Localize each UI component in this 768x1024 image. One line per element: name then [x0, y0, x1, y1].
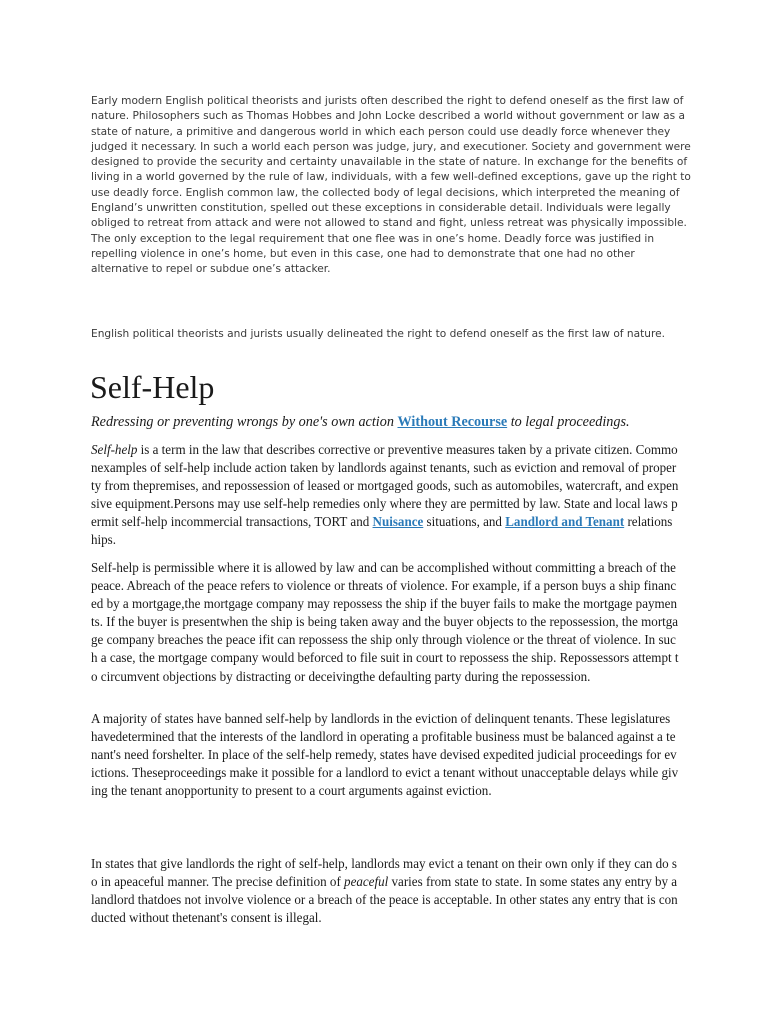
- term-self-help: Self-help: [91, 442, 138, 457]
- body-paragraph-peaceful-manner: [91, 855, 679, 927]
- definition-text-a: is a term in the law that describes corrective or preventive measures taken by a private citizen. Commonexamples of self-help include action taken by landlords against tenants, such as eviction and removal of property from thepremises, and repossession of leased or mortgaged goods, such as automobiles, watercraft, and expensive equipment.Persons may use self-help remedies only where they are permitted by law. State and local laws permit self-help incommercial transactions, TORT and: [91, 442, 679, 530]
- peaceful-text-b: varies from state to state. In some states any entry by a landlord thatdoes not involve violence or a breach of the peace is acceptable. In other states any entry that is conducted without thetenant's consent is illegal.: [91, 874, 678, 926]
- landlord-and-tenant-link[interactable]: Landlord and Tenant: [505, 514, 625, 530]
- without-recourse-link[interactable]: Without Recourse: [397, 414, 508, 430]
- intro-summary-paragraph: English political theorists and jurists usually delineated the right to defend oneself as the first law of nature.: [91, 328, 665, 340]
- body-paragraph-definition: [91, 441, 679, 550]
- peaceful-text-a: In states that give landlords the right of self-help, landlords may evict a tenant on their own only if they can do so in apeaceful manner. The precise definition of: [91, 856, 678, 890]
- subtitle-text-post: to legal proceedings.: [507, 414, 630, 430]
- body-paragraph-breach-of-peace: Self-help is permissible where it is allowed by law and can be accomplished without committing a breach of the peace. Abreach of the peace refers to violence or threats of violence. For example, if a person buys a ship financed by a mortgage,the mortgage company may repossess the ship if the buyer fails to make the mortgage payments. If the buyer is presentwhen the ship is being taken away and the buyer objects to the repossession, the mortgage company breaches the peace ifit can repossess the ship only through violence or the threat of violence. In such a case, the mortgage company would beforced to file suit in court to repossess the ship. Repossessors attempt to circumvent objections by distracting or deceivingthe defaulting party during the repossession.: [91, 560, 679, 684]
- definition-text-b: situations, and: [423, 514, 506, 530]
- article-subtitle: [91, 412, 691, 432]
- body-paragraph-landlord-eviction: A majority of states have banned self-help by landlords in the eviction of delinquent tenants. These legislatures havedetermined that the interests of the landlord in operating a profitable business must be balanced against a tenant's need forshelter. In place of the self-help remedy, states have devised expedited judicial proceedings for evictions. Theseproceedings make it possible for a landlord to evict a tenant without unacceptable delays while giving the tenant anopportunity to present to a court arguments against eviction.: [91, 711, 679, 799]
- page-title: Self-Help: [90, 369, 215, 405]
- definition-text-c: relationships.: [91, 514, 673, 548]
- subtitle-text-pre: Redressing or preventing wrongs by one's own action: [91, 414, 398, 430]
- intro-paragraph: Early modern English political theorists and jurists often described the right to defend oneself as the first law of nature. Philosophers such as Thomas Hobbes and John Locke described a world without government or law as a state of nature, a primitive and dangerous world in which each person could use deadly force whenever they judged it necessary. In such a world each person was judge, jury, and executioner. Society and government were designed to provide the security and certainty unavailable in the state of nature. In exchange for the benefits of living in a world governed by the rule of law, individuals, with a few well-defined exceptions, gave up the right to use deadly force. English common law, the collected body of legal decisions, which interpreted the meaning of England’s unwritten constitution, spelled out these exceptions in considerable detail. Individuals were legally obliged to retreat from attack and were not allowed to stand and fight, unless retreat was physically impossible. The only exception to the legal requirement that one flee was in one’s home. Deadly force was justified in repelling violence in one’s home, but even in this case, one had to demonstrate that one had no other alternative to repel or subdue one’s attacker.: [91, 95, 691, 276]
- term-peaceful: peaceful: [344, 874, 389, 890]
- nuisance-link[interactable]: Nuisance: [372, 514, 424, 530]
